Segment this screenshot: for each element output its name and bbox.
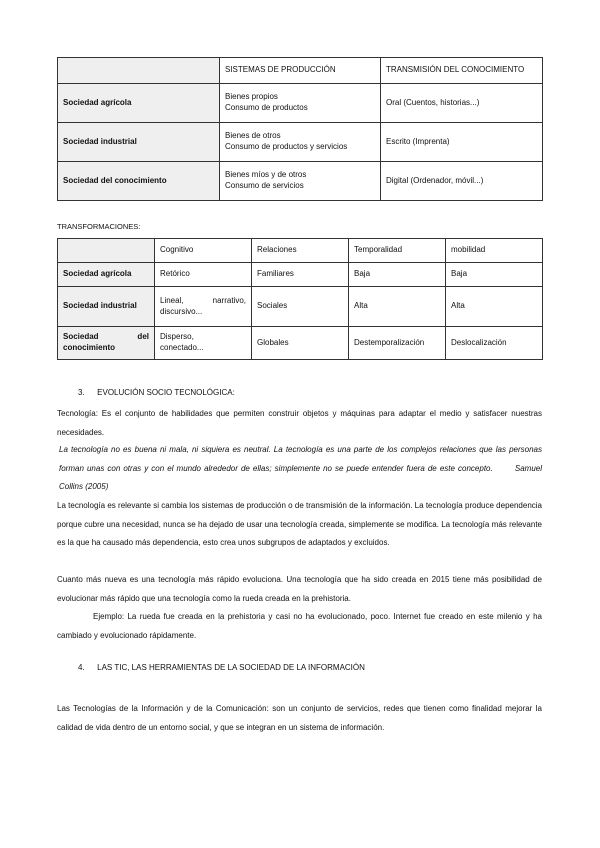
relaciones-cell: Globales (252, 327, 349, 360)
technology-definition: Tecnología: Es el conjunto de habilidades que permiten construir objetos y máquinas para adaptar el medio y satisfacer nuestras necesidades. (57, 409, 542, 437)
movilidad-cell: Alta (446, 287, 543, 327)
production-cell (220, 162, 381, 201)
header-empty-cell (58, 58, 220, 84)
relaciones-cell: Familiares (252, 263, 349, 287)
section4-heading (78, 663, 365, 674)
quote-author: Samuel Collins (2005) (59, 463, 542, 491)
header-empty-cell (58, 239, 155, 263)
example-paragraph: Ejemplo: La rueda fue creada en la prehistoria y casi no ha evolucionado, poco. Internet fue creado en este milenio y ha cambiado y evolucionado rápidamente. (57, 612, 542, 640)
cognitivo-line: Lineal, narrativo, (160, 295, 246, 305)
production-line: Consumo de productos y servicios (225, 142, 348, 151)
row-label (58, 327, 155, 360)
row-label-line: Sociedad del (63, 332, 149, 342)
production-line: Bienes propios (225, 92, 278, 102)
movilidad-cell: Deslocalización (446, 327, 543, 360)
row-label: Sociedad agrícola (58, 263, 155, 287)
production-line: Consumo de productos (225, 103, 308, 112)
section3-number: 3. (78, 388, 85, 397)
row-label: Sociedad industrial (58, 287, 155, 327)
row-label: Sociedad del conocimiento (58, 162, 220, 201)
cognitivo-cell: Retórico (155, 263, 252, 287)
production-cell (220, 123, 381, 162)
header-temporalidad: Temporalidad (349, 239, 446, 263)
section4-number: 4. (78, 663, 85, 672)
header-cognitivo: Cognitivo (155, 239, 252, 263)
movilidad-cell: Baja (446, 263, 543, 287)
transformations-table (57, 238, 543, 360)
table-header-row (58, 239, 543, 263)
row-label: Sociedad agrícola (58, 84, 220, 123)
section3-heading (78, 388, 235, 399)
section4-title: LAS TIC, LAS HERRAMIENTAS DE LA SOCIEDAD DE LA INFORMACIÓN (97, 663, 365, 672)
relevance-paragraph: La tecnología es relevante si cambia los sistemas de producción o de transmisión de la información. La tecnología produce dependencia porque cubre una necesidad, nunca se ha dejado de usar una tecnología creada, simplemente se modifica. La tecnología más relevante es la que ha causado más dependencia, esto crea unos subgrupos de adaptados y excluidos. (57, 501, 542, 547)
header-production: SISTEMAS DE PRODUCCIÓN (220, 58, 381, 84)
table-row (58, 327, 543, 360)
cognitivo-line: Disperso, (160, 332, 194, 342)
transmission-cell: Digital (Ordenador, móvil...) (381, 162, 543, 201)
relaciones-cell: Sociales (252, 287, 349, 327)
table-row (58, 84, 543, 123)
production-line: Consumo de servicios (225, 181, 304, 190)
production-cell (220, 84, 381, 123)
production-transmission-table (57, 57, 543, 201)
temporalidad-cell: Alta (349, 287, 446, 327)
cognitivo-line: conectado... (160, 343, 204, 352)
table-row (58, 123, 543, 162)
row-label-line: conocimiento (63, 343, 116, 352)
cognitivo-cell (155, 327, 252, 360)
evolution-paragraph: Cuanto más nueva es una tecnología más rápido evoluciona. Una tecnología que ha sido creada en 2015 tiene más posibilidad de evolucionar más rápido que una tecnología como la rueda creada en la prehistoria. (57, 575, 542, 603)
temporalidad-cell: Destemporalización (349, 327, 446, 360)
header-transmission: TRANSMISIÓN DEL CONOCIMIENTO (381, 58, 543, 84)
header-relaciones: Relaciones (252, 239, 349, 263)
header-mobilidad: mobilidad (446, 239, 543, 263)
table-header-row (58, 58, 543, 84)
cognitivo-cell (155, 287, 252, 327)
production-line: Bienes míos y de otros (225, 170, 307, 180)
table-row (58, 263, 543, 287)
production-line: Bienes de otros (225, 131, 281, 141)
table-row (58, 287, 543, 327)
tic-paragraph: Las Tecnologías de la Información y de la Comunicación: son un conjunto de servicios, redes que tienen como finalidad mejorar la calidad de vida dentro de un entorno social, y que se integran en un sistema de información. (57, 704, 542, 732)
row-label: Sociedad industrial (58, 123, 220, 162)
section3-title: EVOLUCIÓN SOCIO TECNOLÓGICA: (97, 388, 235, 397)
temporalidad-cell: Baja (349, 263, 446, 287)
table-row (58, 162, 543, 201)
quote-text: La tecnología no es buena ni mala, ni siquiera es neutral. La tecnología es una parte de los complejos relaciones que las personas forman unas con otras y con el mundo alrededor de ellas; simplemente no se puede entender fuera de este concepto. (59, 445, 542, 473)
transformations-label: TRANSFORMACIONES: (57, 222, 141, 231)
transmission-cell: Oral (Cuentos, historias...) (381, 84, 543, 123)
transmission-cell: Escrito (Imprenta) (381, 123, 543, 162)
cognitivo-line: discursivo... (160, 306, 203, 316)
collins-quote (59, 441, 542, 497)
